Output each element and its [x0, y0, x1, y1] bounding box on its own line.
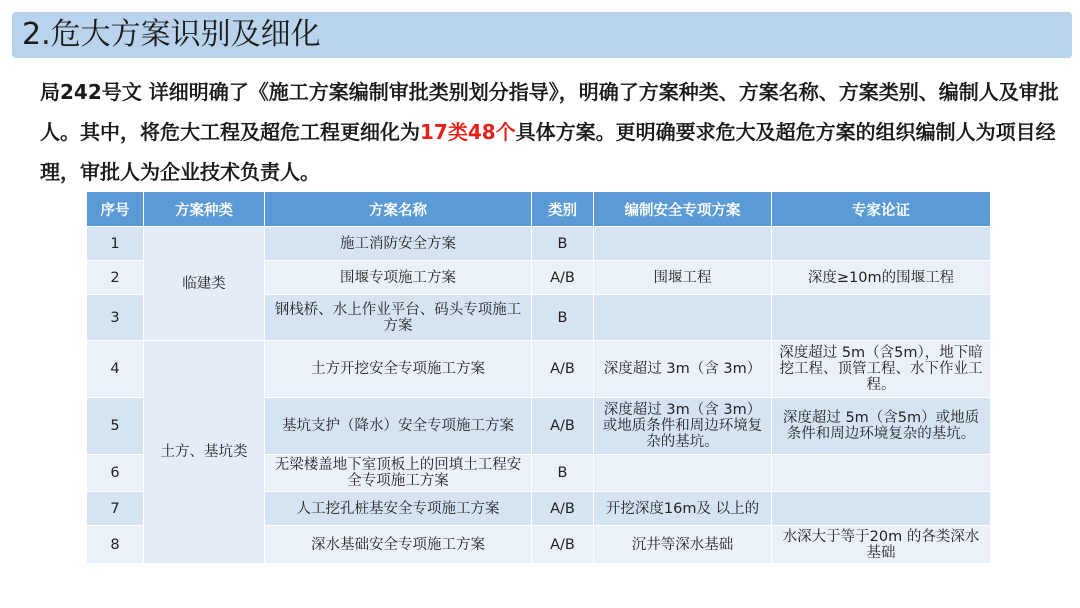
cell-type-group: 临建类 [144, 227, 265, 341]
cell-category: B [532, 227, 594, 261]
header-category: 类别 [532, 192, 594, 227]
cell-category: A/B [532, 526, 594, 564]
header-expert-review: 专家论证 [772, 192, 991, 227]
cell-type-group: 土方、基坑类 [144, 341, 265, 564]
cell-category: A/B [532, 261, 594, 295]
header-safety-plan: 编制安全专项方案 [594, 192, 772, 227]
cell-no: 7 [87, 492, 144, 526]
intro-highlight: 17类48个 [420, 120, 516, 144]
cell-category: B [532, 455, 594, 492]
cell-category: A/B [532, 492, 594, 526]
cell-no: 5 [87, 398, 144, 455]
title-bar [12, 12, 1072, 58]
cell-expert: 深度超过 5m（含5m）或地质条件和周边环境复杂的基坑。 [772, 398, 991, 455]
plan-table [86, 191, 991, 564]
cell-name: 钢栈桥、水上作业平台、码头专项施工方案 [265, 295, 532, 341]
cell-name: 施工消防安全方案 [265, 227, 532, 261]
cell-no: 4 [87, 341, 144, 398]
cell-expert [772, 455, 991, 492]
cell-name: 土方开挖安全专项施工方案 [265, 341, 532, 398]
cell-name: 人工挖孔桩基安全专项施工方案 [265, 492, 532, 526]
cell-safety: 开挖深度16m及 以上的 [594, 492, 772, 526]
cell-safety: 深度超过 3m（含 3m）或地质条件和周边环境复杂的基坑。 [594, 398, 772, 455]
table-header-row [87, 192, 991, 227]
cell-safety: 围堰工程 [594, 261, 772, 295]
cell-expert [772, 295, 991, 341]
cell-no: 1 [87, 227, 144, 261]
cell-name: 围堰专项施工方案 [265, 261, 532, 295]
cell-category: A/B [532, 398, 594, 455]
cell-expert: 深度≥10m的围堰工程 [772, 261, 991, 295]
cell-expert: 深度超过 5m（含5m），地下暗挖工程、顶管工程、水下作业工程。 [772, 341, 991, 398]
cell-expert [772, 227, 991, 261]
table-row [87, 341, 991, 398]
cell-no: 8 [87, 526, 144, 564]
header-type: 方案种类 [144, 192, 265, 227]
cell-safety [594, 227, 772, 261]
cell-safety: 深度超过 3m（含 3m） [594, 341, 772, 398]
intro-text-2: 具体方案。更明确要求危大及超危方案的组织编制人为项目经理，审批人为企业技术负责人。 [40, 120, 1056, 184]
cell-safety: 沉井等深水基础 [594, 526, 772, 564]
cell-name: 无梁楼盖地下室顶板上的回填土工程安全专项施工方案 [265, 455, 532, 492]
cell-expert: 水深大于等于20m 的各类深水基础 [772, 526, 991, 564]
cell-name: 深水基础安全专项施工方案 [265, 526, 532, 564]
table-row [87, 227, 991, 261]
page-title: 2.危大方案识别及细化 [22, 17, 321, 52]
cell-name: 基坑支护（降水）安全专项施工方案 [265, 398, 532, 455]
cell-category: B [532, 295, 594, 341]
cell-no: 3 [87, 295, 144, 341]
header-no: 序号 [87, 192, 144, 227]
cell-category: A/B [532, 341, 594, 398]
cell-safety [594, 295, 772, 341]
cell-safety [594, 455, 772, 492]
cell-no: 2 [87, 261, 144, 295]
intro-paragraph [40, 72, 1070, 192]
cell-no: 6 [87, 455, 144, 492]
header-name: 方案名称 [265, 192, 532, 227]
cell-expert [772, 492, 991, 526]
intro-text-1: 局242号文 详细明确了《施工方案编制审批类别划分指导》，明确了方案种类、方案名称、方案类别、编制人及审批人。其中，将危大工程及超危工程更细化为 [40, 80, 1059, 144]
